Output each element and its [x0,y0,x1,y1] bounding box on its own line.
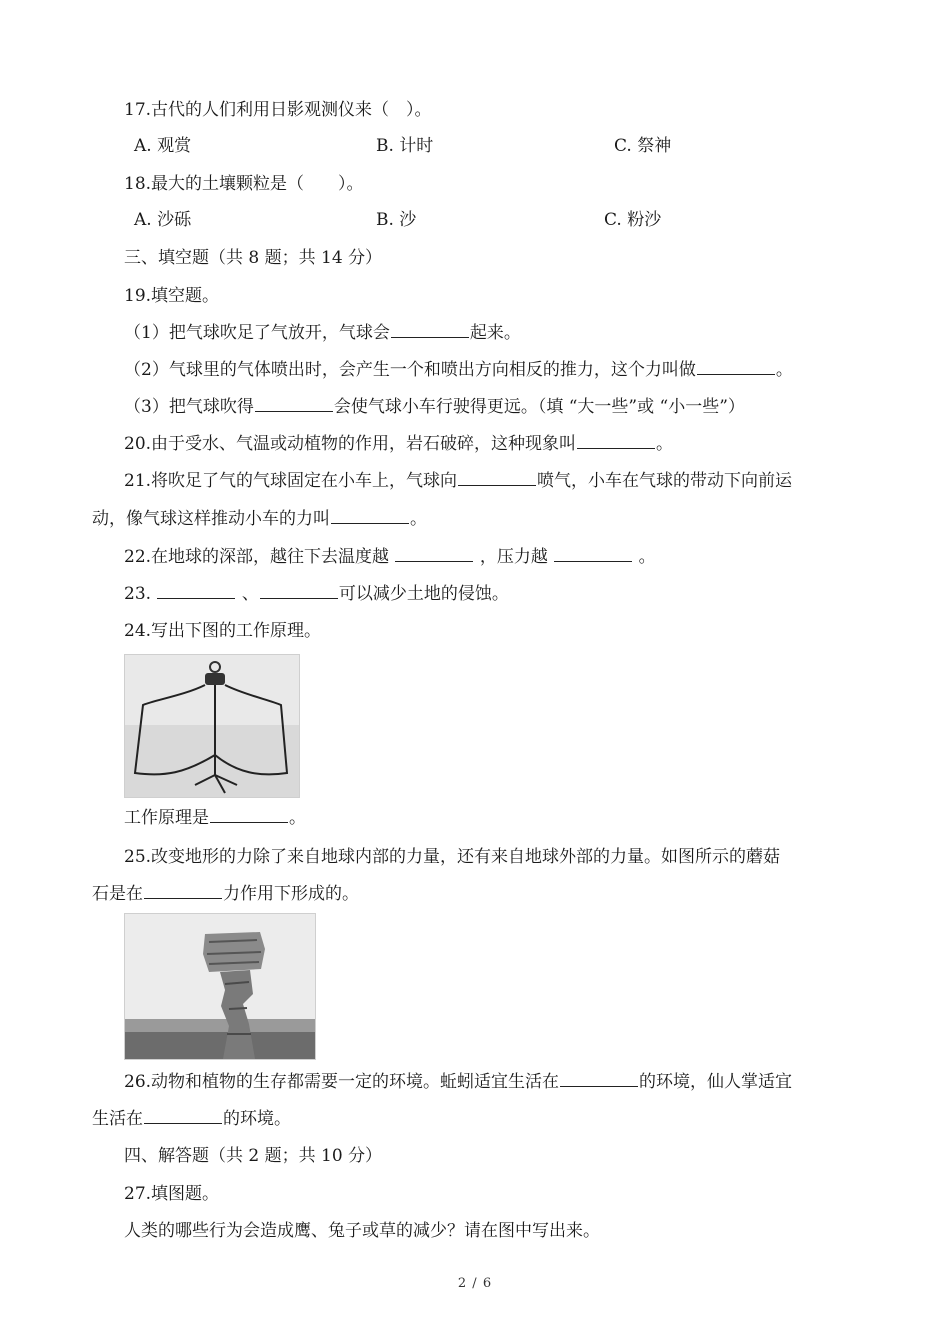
q25-text-b: 力作用下形成的。 [223,884,359,904]
q18-option-b: B. 沙 [376,210,417,230]
q26-text-d: 的环境。 [223,1109,291,1129]
q20 [124,432,673,456]
q17-option-a: A. 观赏 [134,136,192,156]
q20-text-b: 。 [656,434,674,454]
q22-text-b: ，压力越 [474,547,554,567]
q19-part2-text-a: （2）气球里的气体喷出时，会产生一个和喷出方向相反的推力，这个力叫做 [124,360,696,380]
q22-text-c: 。 [633,547,656,567]
q19-part1 [124,321,521,345]
answer-blank[interactable] [260,582,338,599]
answer-blank[interactable] [395,545,473,562]
q20-text-a: 20.由于受水、气温或动植物的作用，岩石破碎，这种现象叫 [124,434,577,454]
answer-blank[interactable] [210,806,288,823]
q24-stem: 24.写出下图的工作原理。 [124,621,322,641]
q21-text-b: 喷气，小车在气球的带动下向前运 [537,471,793,491]
q18-option-a: A. 沙砾 [134,210,192,230]
answer-blank[interactable] [391,321,469,338]
answer-blank[interactable] [144,882,222,899]
q23 [124,582,509,606]
answer-blank[interactable] [560,1070,638,1087]
q25-line2 [92,882,359,906]
q19-part1-text-a: （1）把气球吹足了气放开，气球会 [124,323,390,343]
q21-line2 [92,507,427,531]
q26-line2 [92,1107,291,1131]
answer-blank[interactable] [157,582,235,599]
mushroom-rock-drawing [125,914,315,1059]
q17-option-b: B. 计时 [376,136,434,156]
q21-text-c: 动，像气球这样推动小车的力叫 [92,509,330,529]
answer-blank[interactable] [255,395,333,412]
q18-option-c: C. 粉沙 [604,210,662,230]
q26-line1 [124,1070,792,1094]
answer-blank[interactable] [554,545,632,562]
q26-text-a: 26.动物和植物的生存都需要一定的环境。蚯蚓适宜生活在 [124,1072,560,1092]
q21-text-d: 。 [410,509,427,529]
q17-option-c: C. 祭神 [614,136,672,156]
q25-text-a: 石是在 [92,884,143,904]
q23-text-a: 23. [124,584,157,604]
q18-stem: 18.最大的土壤颗粒是（ ）。 [124,174,364,194]
q19-part2 [124,358,793,382]
answer-blank[interactable] [331,507,409,524]
q21-text-a: 21.将吹足了气的气球固定在小车上，气球向 [124,471,458,491]
answer-blank[interactable] [697,358,775,375]
q27-stem: 27.填图题。 [124,1184,220,1204]
q23-text-c: 可以减少土地的侵蚀。 [338,584,509,604]
section-4-heading: 四、解答题（共 2 题；共 10 分） [124,1146,383,1166]
q26-text-c: 生活在 [92,1109,143,1129]
q22 [124,545,656,569]
q22-text-a: 22.在地球的深部，越往下去温度越 [124,547,395,567]
q19-part3-text-b: 会使气球小车行驶得更远。（填 “大一些”或 “小一些”） [333,397,745,417]
q27-body: 人类的哪些行为会造成鹰、兔子或草的减少？请在图中写出来。 [124,1221,600,1241]
section-3-heading: 三、填空题（共 8 题；共 14 分） [124,248,383,268]
q17-stem: 17.古代的人们利用日影观测仪来（ ）。 [124,100,432,120]
q19-part1-text-b: 起来。 [469,323,521,343]
answer-blank[interactable] [458,469,536,486]
page-number: 2 / 6 [457,1276,493,1291]
q19-stem: 19.填空题。 [124,286,220,306]
solar-cooker-drawing [125,655,299,797]
q19-part3 [124,395,745,419]
q24-answer [124,806,306,830]
q25-line1: 25.改变地形的力除了来自地球内部的力量，还有来自地球外部的力量。如图所示的蘑菇 [124,847,781,867]
q19-part3-text-a: （3）把气球吹得 [124,397,254,417]
q26-text-b: 的环境，仙人掌适宜 [639,1072,793,1092]
mushroom-rock-image [124,913,316,1060]
q24-answer-text-b: 。 [289,808,306,828]
answer-blank[interactable] [577,432,655,449]
q21-line1 [124,469,792,493]
q23-text-b: 、 [236,584,259,604]
answer-blank[interactable] [144,1107,222,1124]
q24-answer-text-a: 工作原理是 [124,808,209,828]
q19-part2-text-b: 。 [775,360,793,380]
solar-cooker-image [124,654,300,798]
